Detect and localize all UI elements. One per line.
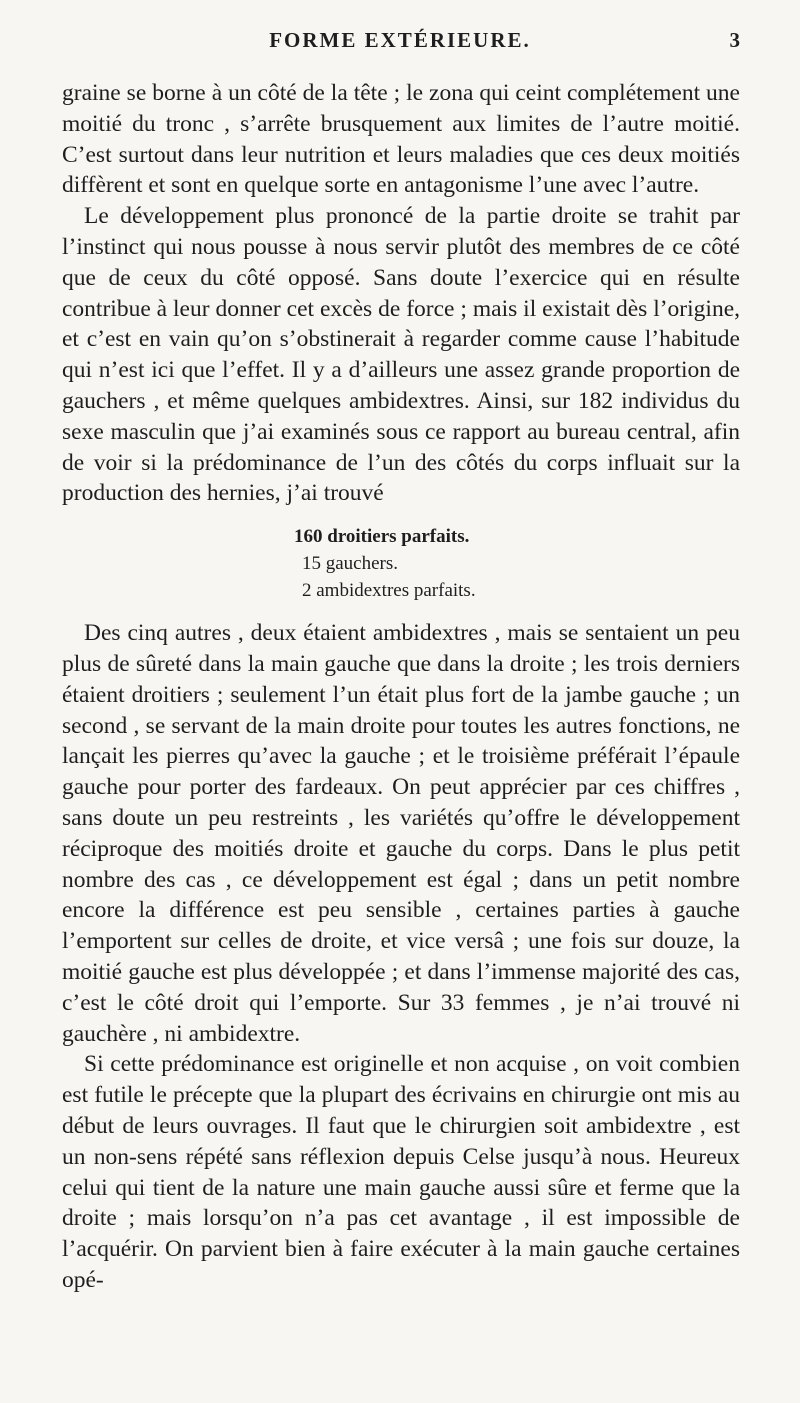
running-title: FORME EXTÉRIEURE. bbox=[269, 28, 531, 52]
body-text bbox=[62, 78, 740, 1296]
tally-item-ambidextres: 2 ambidextres parfaits. bbox=[302, 580, 476, 602]
page-header bbox=[60, 28, 740, 68]
page-number: 3 bbox=[729, 28, 740, 52]
tally-list bbox=[62, 523, 740, 604]
paragraph-predominance: Si cette prédominance est originelle et non acquise , on voit combien est futile le précepte que la plupart des écrivains en chirurgie ont mis au début de leurs ouvrages. Il faut que le chirurgien soit ambidextre , est un non-sens répété sans réflexion depuis Celse jusqu’à nous. Heureux celui qui tient de la nature une main gauche aussi sûre et ferme que la droite ; mais lorsqu’on n’a pas cet avantage , il est impossible de l’acquérir. On parvient bien à faire exécuter à la main gauche certaines opé- bbox=[62, 1051, 740, 1293]
paragraph-continuation: graine se borne à un côté de la tête ; le zona qui ceint complétement une moitié du tronc , s’arrête brusquement aux limites de l’autre moitié. C’est surtout dans leur nutrition et leurs maladies que ces deux moitiés diffèrent et sont en quelque sorte en antagonisme l’une avec l’autre. bbox=[62, 80, 740, 199]
tally-item-gauchers: 15 gauchers. bbox=[302, 553, 399, 575]
paragraph-remaining-cases: Des cinq autres , deux étaient ambidextres , mais se sentaient un peu plus de sûreté dans la main gauche que dans la droite ; les trois derniers étaient droitiers ; seulement l’un était plus fort de la jambe gauche ; un second , se servant de la main droite pour toutes les autres fonctions, ne lançait les pierres qu’avec la gauche ; et le troisième préférait l’épaule gauche pour porter des fardeaux. On peut apprécier par ces chiffres , sans doute un peu restreints , les variétés qu’offre le développement réciproque des moitiés droite et gauche du corps. Dans le plus petit nombre des cas , ce développement est égal ; dans un petit nombre encore la différence est peu sensible , certaines parties à gauche l’emportent sur celles de droite, et vice versâ ; une fois sur douze, la moitié gauche est plus développée ; et dans l’immense majorité des cas, c’est le côté droit qui l’emporte. Sur 33 femmes , je n’ai trouvé ni gauchère , ni ambidextre. bbox=[62, 620, 740, 1047]
paragraph-handedness: Le développement plus prononcé de la partie droite se trahit par l’instinct qui nous pousse à nous servir plutôt des membres de ce côté que de ceux du côté opposé. Sans doute l’exercice qui en résulte contribue à leur donner cet excès de force ; mais il existait dès l’origine, et c’est en vain qu’on s’obstinerait à regarder comme cause l’habitude qui n’est ici que l’effet. Il y a d’ailleurs une assez grande proportion de gauchers , et même quelques ambidextres. Ainsi, sur 182 individus du sexe masculin que j’ai examinés sous ce rapport au bureau central, afin de voir si la prédominance de l’un des côtés du corps influait sur la production des hernies, j’ai trouvé bbox=[62, 203, 740, 507]
tally-item-droitiers: 160 droitiers parfaits. bbox=[294, 526, 470, 548]
